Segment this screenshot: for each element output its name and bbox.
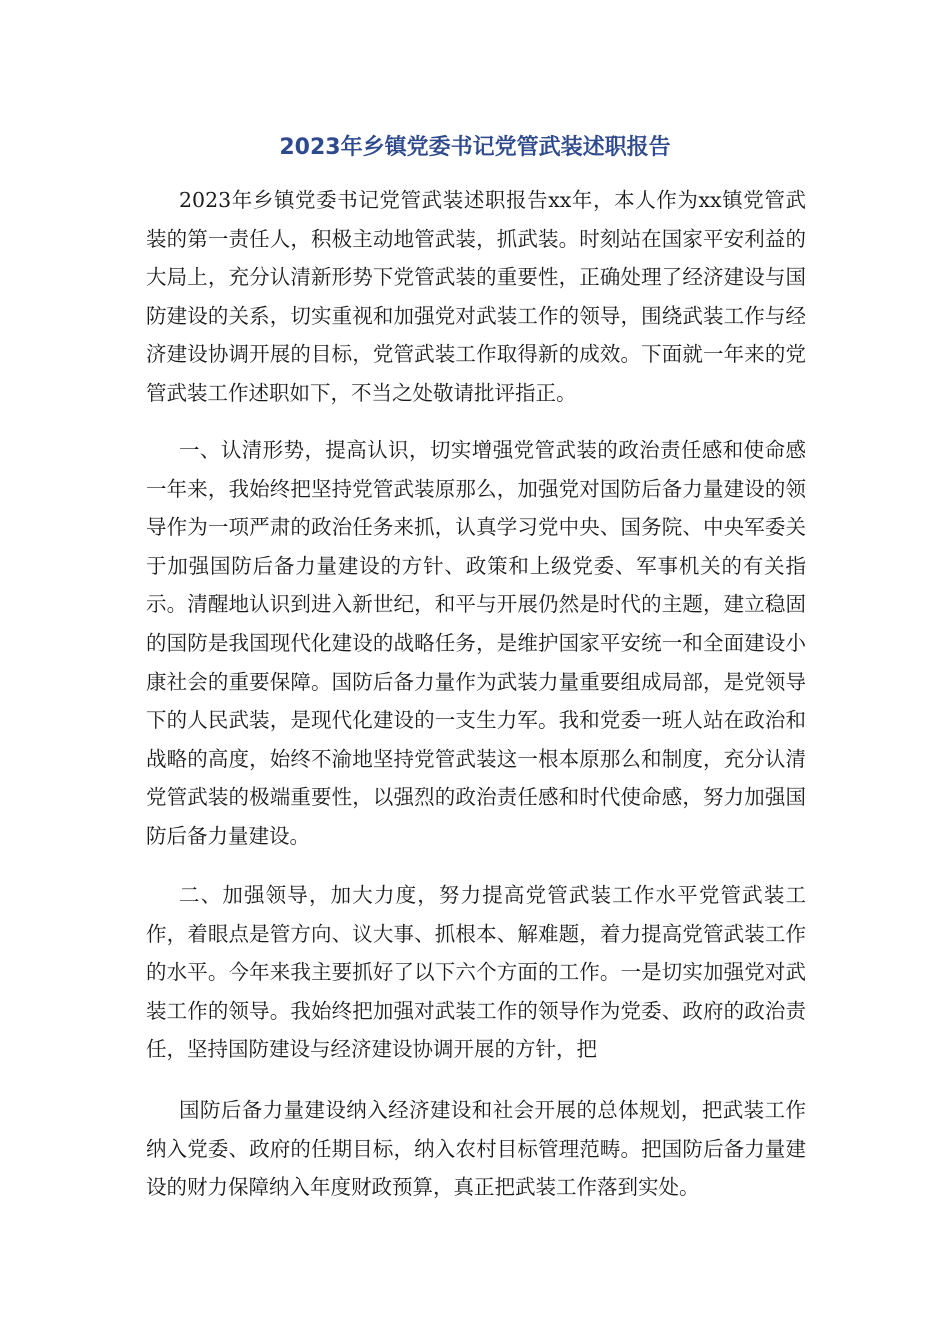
paragraph-section-one: 一、认清形势，提高认识，切实增强党管武装的政治责任感和使命感一年来，我始终把坚持党管武装原那么，加强党对国防后备力量建设的领导作为一项严肃的政治任务来抓，认真学习党中央、国务院、中央军委关于加强国防后备力量建设的方针、政策和上级党委、军事机关的有关指示。清醒地认识到进入新世纪，和平与开展仍然是时代的主题，建立稳固的国防是我国现代化建设的战略任务，是维护国家平安统一和全面建设小康社会的重要保障。国防后备力量作为武装力量重要组成局部，是党领导下的人民武装，是现代化建设的一支生力军。我和党委一班人站在政治和战略的高度，始终不渝地坚持党管武装这一根本原那么和制度，充分认清党管武装的极端重要性，以强烈的政治责任感和时代使命感，努力加强国防后备力量建设。 xyxy=(146,438,806,848)
paragraph-section-two: 二、加强领导，加大力度，努力提高党管武装工作水平党管武装工作，着眼点是管方向、议大事、抓根本、解难题，着力提高党管武装工作的水平。今年来我主要抓好了以下六个方面的工作。一是切实加强党对武装工作的领导。我始终把加强对武装工作的领导作为党委、政府的政治责任，坚持国防建设与经济建设协调开展的方针，把 xyxy=(146,883,806,1062)
page-title: 2023年乡镇党委书记党管武装述职报告 xyxy=(279,135,671,160)
paragraph-intro: 2023年乡镇党委书记党管武装述职报告xx年，本人作为xx镇党管武装的第一责任人，积极主动地管武装，抓武装。时刻站在国家平安利益的大局上，充分认清新形势下党管武装的重要性，正确处理了经济建设与国防建设的关系，切实重视和加强党对武装工作的领导，围绕武装工作与经济建设协调开展的目标，党管武装工作取得新的成效。下面就一年来的党管武装工作述职如下，不当之处敬请批评指正。 xyxy=(146,188,806,405)
paragraph-continuation: 国防后备力量建设纳入经济建设和社会开展的总体规划，把武装工作纳入党委、政府的任期目标，纳入农村目标管理范畴。把国防后备力量建设的财力保障纳入年度财政预算，真正把武装工作落到实处。 xyxy=(146,1098,806,1200)
